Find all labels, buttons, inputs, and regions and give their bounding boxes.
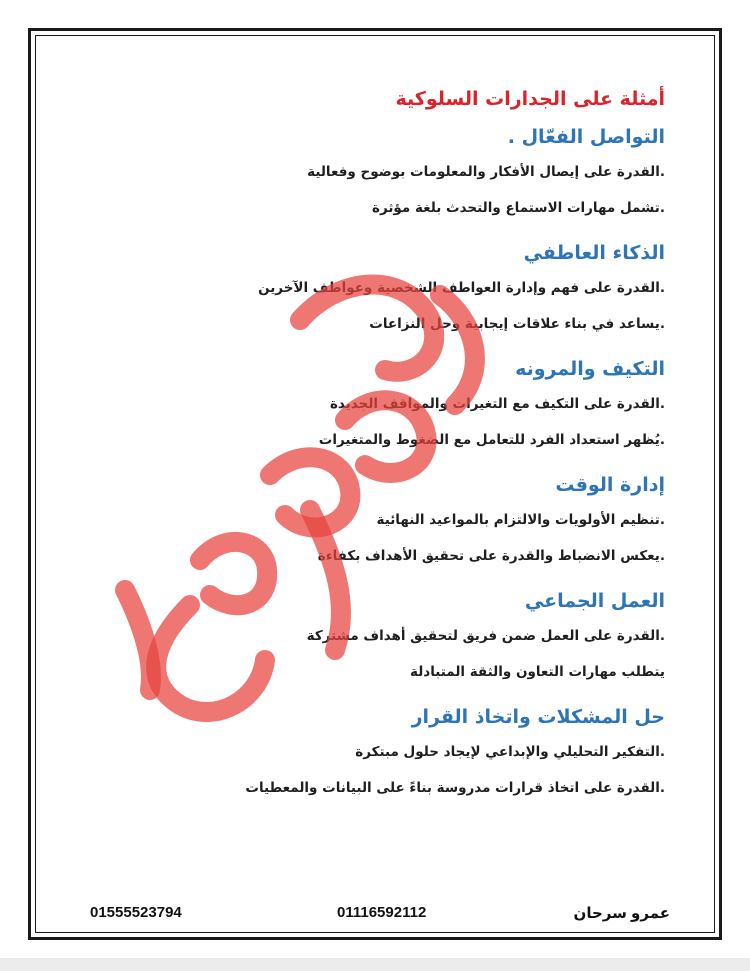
section-problem-solving [90,698,665,798]
section-point: يتطلب مهارات التعاون والثقة المتبادلة [410,664,665,680]
section-point: .تنظيم الأولويات والالتزام بالمواعيد النهائية [376,512,665,528]
footer-author-name: عمرو سرحان [573,905,670,922]
section-point: .القدرة على العمل ضمن فريق لتحقيق أهداف مشتركة [306,628,665,644]
section-time-management [90,466,665,566]
section-heading: العمل الجماعي [524,590,665,612]
section-heading: حل المشكلات واتخاذ القرار [411,706,665,728]
section-point: .التفكير التحليلي والإبداعي لإيجاد حلول مبتكرة [355,744,665,760]
section-heading: التواصل الفعّال . [507,126,665,148]
footer-phone-number: 01116592112 [337,904,427,921]
section-point: .تشمل مهارات الاستماع والتحدث بلغة مؤثرة [372,200,665,216]
page-footer [60,904,670,926]
section-effective-communication [90,118,665,218]
document-title: أمثلة على الجدارات السلوكية [395,88,665,110]
section-point: .يُظهر استعداد الفرد للتعامل مع الضغوط والمتغيرات [318,432,665,448]
section-heading: الذكاء العاطفي [523,242,665,264]
viewer-bottom-edge [0,958,750,971]
section-point: .القدرة على اتخاذ قرارات مدروسة بناءً على البيانات والمعطيات [245,780,665,796]
document-content [90,82,665,814]
section-point: .يساعد في بناء علاقات إيجابية وحل النزاعات [369,316,665,332]
section-point: .القدرة على التكيف مع التغيرات والمواقف الجديدة [329,396,665,412]
footer-phone-number: 01555523794 [90,904,182,921]
section-point: .يعكس الانضباط والقدرة على تحقيق الأهداف بكفاءة [317,548,665,564]
section-adaptability [90,350,665,450]
section-point: .القدرة على فهم وإدارة العواطف الشخصية وعواطف الآخرين [258,280,665,296]
section-point: .القدرة على إيصال الأفكار والمعلومات بوضوح وفعالية [307,164,665,180]
section-emotional-intelligence [90,234,665,334]
section-heading: إدارة الوقت [555,474,665,496]
section-heading: التكيف والمرونه [515,358,665,380]
section-teamwork [90,582,665,682]
